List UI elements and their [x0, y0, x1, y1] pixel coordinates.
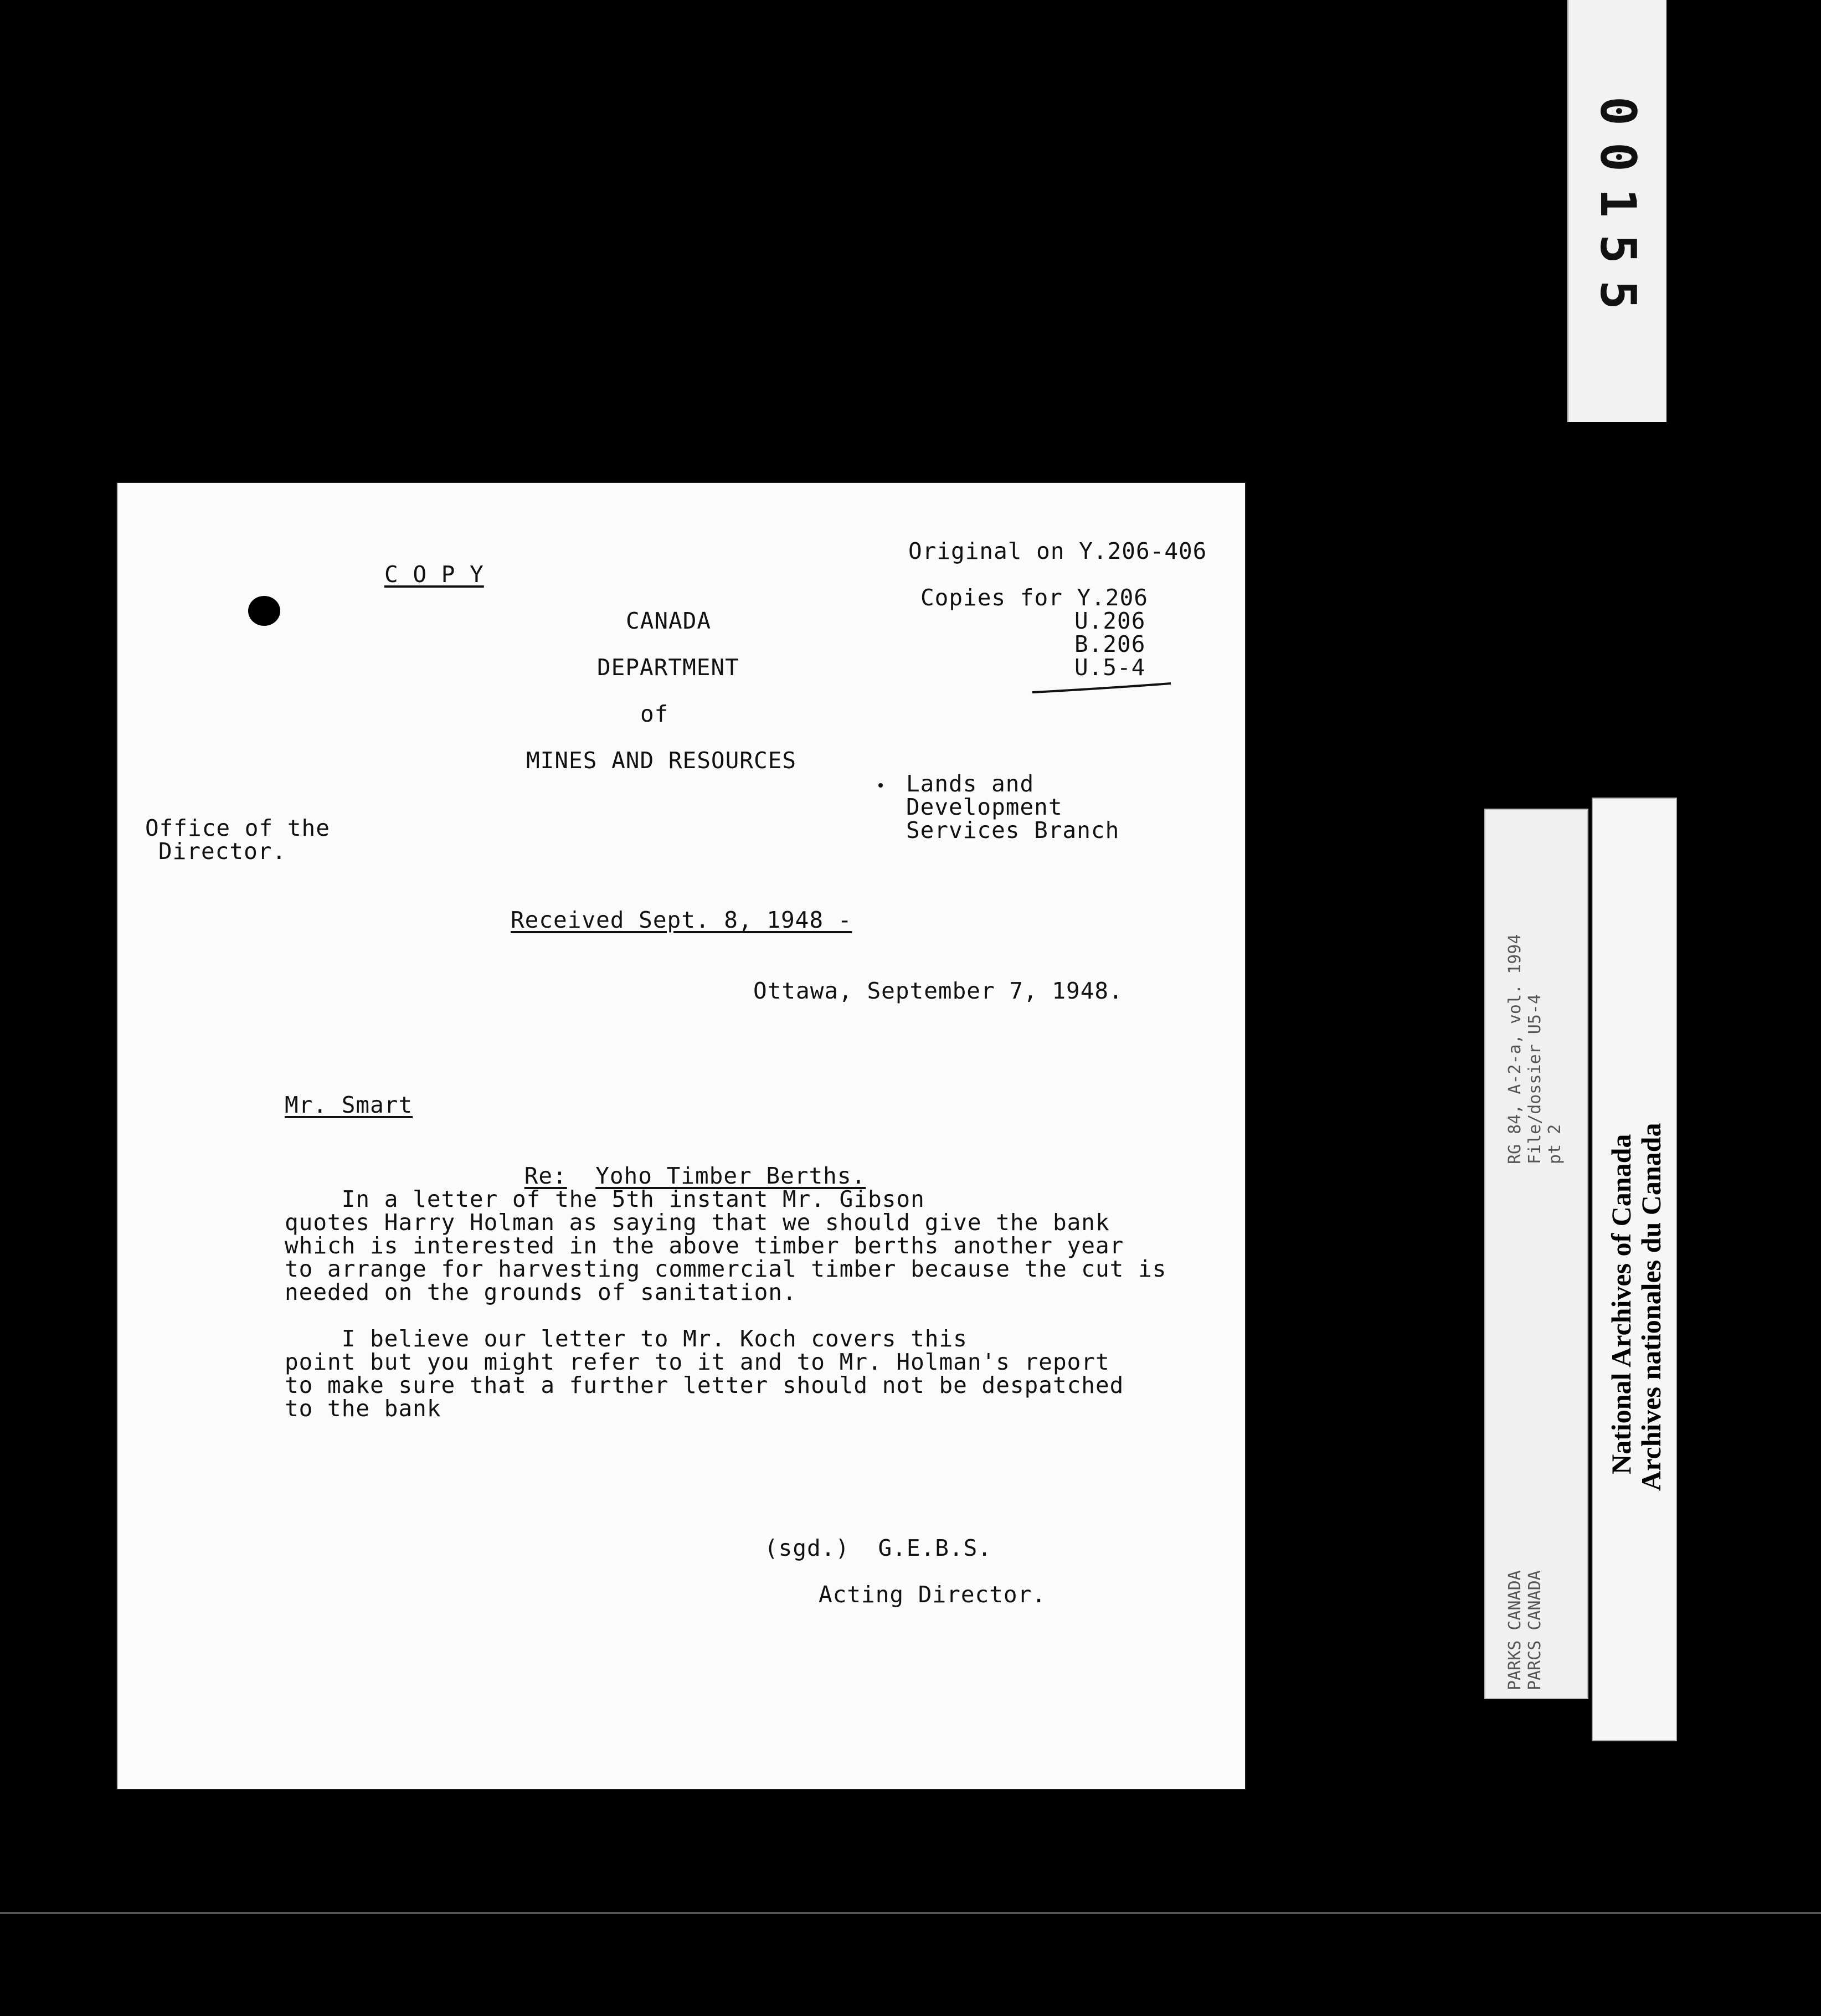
body-line: needed on the grounds of sanitation. — [285, 1279, 797, 1305]
agency-name: PARCS CANADA — [1525, 1570, 1545, 1690]
body-line: I believe our letter to Mr. Koch covers this — [285, 1325, 968, 1352]
agency-name: PARKS CANADA — [1505, 1570, 1525, 1690]
branch-line: Lands and — [906, 770, 1035, 797]
letterhead-of: of — [640, 701, 669, 727]
copy-mark: C O P Y — [384, 561, 484, 588]
branch-line: Services Branch — [906, 817, 1120, 844]
copies-entry: B.206 — [1074, 631, 1146, 657]
body-line: to arrange for harvesting commercial timber because the cut is — [285, 1256, 1167, 1282]
branch-line: Development — [906, 794, 1063, 820]
hand-drawn-underline — [1030, 681, 1174, 698]
frame-number: 00155 — [1589, 96, 1647, 326]
copies-for: Copies for Y.206 — [920, 584, 1148, 611]
reference-label — [1484, 809, 1588, 1699]
reference-line: pt 2 — [1545, 1124, 1565, 1164]
letter-page — [116, 482, 1246, 1790]
signature: (sgd.) G.E.B.S. — [764, 1535, 992, 1561]
body-line: point but you might refer to it and to Mr. Holman's report — [285, 1349, 1110, 1375]
signature-title: Acting Director. — [819, 1581, 1046, 1608]
subject-prefix: Re: — [524, 1163, 567, 1189]
letterhead-ministry: MINES AND RESOURCES — [526, 747, 796, 774]
letterhead-department: DEPARTMENT — [597, 654, 739, 681]
body-line: to make sure that a further letter should not be despatched — [285, 1372, 1124, 1398]
copies-entry: U.5-4 — [1074, 654, 1146, 681]
original-on: Original on Y.206-406 — [908, 538, 1207, 564]
letterhead-country: CANADA — [626, 608, 712, 634]
office-line: Office of the — [145, 815, 330, 841]
punch-hole — [248, 596, 280, 626]
received-stamp: Received Sept. 8, 1948 - — [511, 907, 852, 933]
stray-mark — [878, 783, 883, 788]
reference-line: File/dossier U5-4 — [1525, 994, 1545, 1164]
copies-entry: U.206 — [1074, 608, 1146, 634]
subject-text: Yoho Timber Berths. — [595, 1163, 866, 1189]
archive-name-fr: Archives nationales du Canada — [1635, 1123, 1666, 1491]
reference-line: RG 84, A-2-a, vol. 1994 — [1505, 934, 1525, 1164]
film-edge-line — [0, 1912, 1821, 1914]
dateline: Ottawa, September 7, 1948. — [753, 978, 1123, 1004]
body-line: quotes Harry Holman as saying that we should give the bank — [285, 1209, 1110, 1236]
archive-label — [1592, 798, 1677, 1741]
body-line: In a letter of the 5th instant Mr. Gibson — [285, 1186, 925, 1212]
addressee: Mr. Smart — [285, 1092, 413, 1118]
body-line: which is interested in the above timber berths another year — [285, 1232, 1124, 1259]
body-line: to the bank — [285, 1395, 441, 1422]
archive-name-en: National Archives of Canada — [1606, 1134, 1637, 1474]
frame-counter — [1567, 0, 1666, 422]
office-line: Director. — [158, 838, 287, 865]
